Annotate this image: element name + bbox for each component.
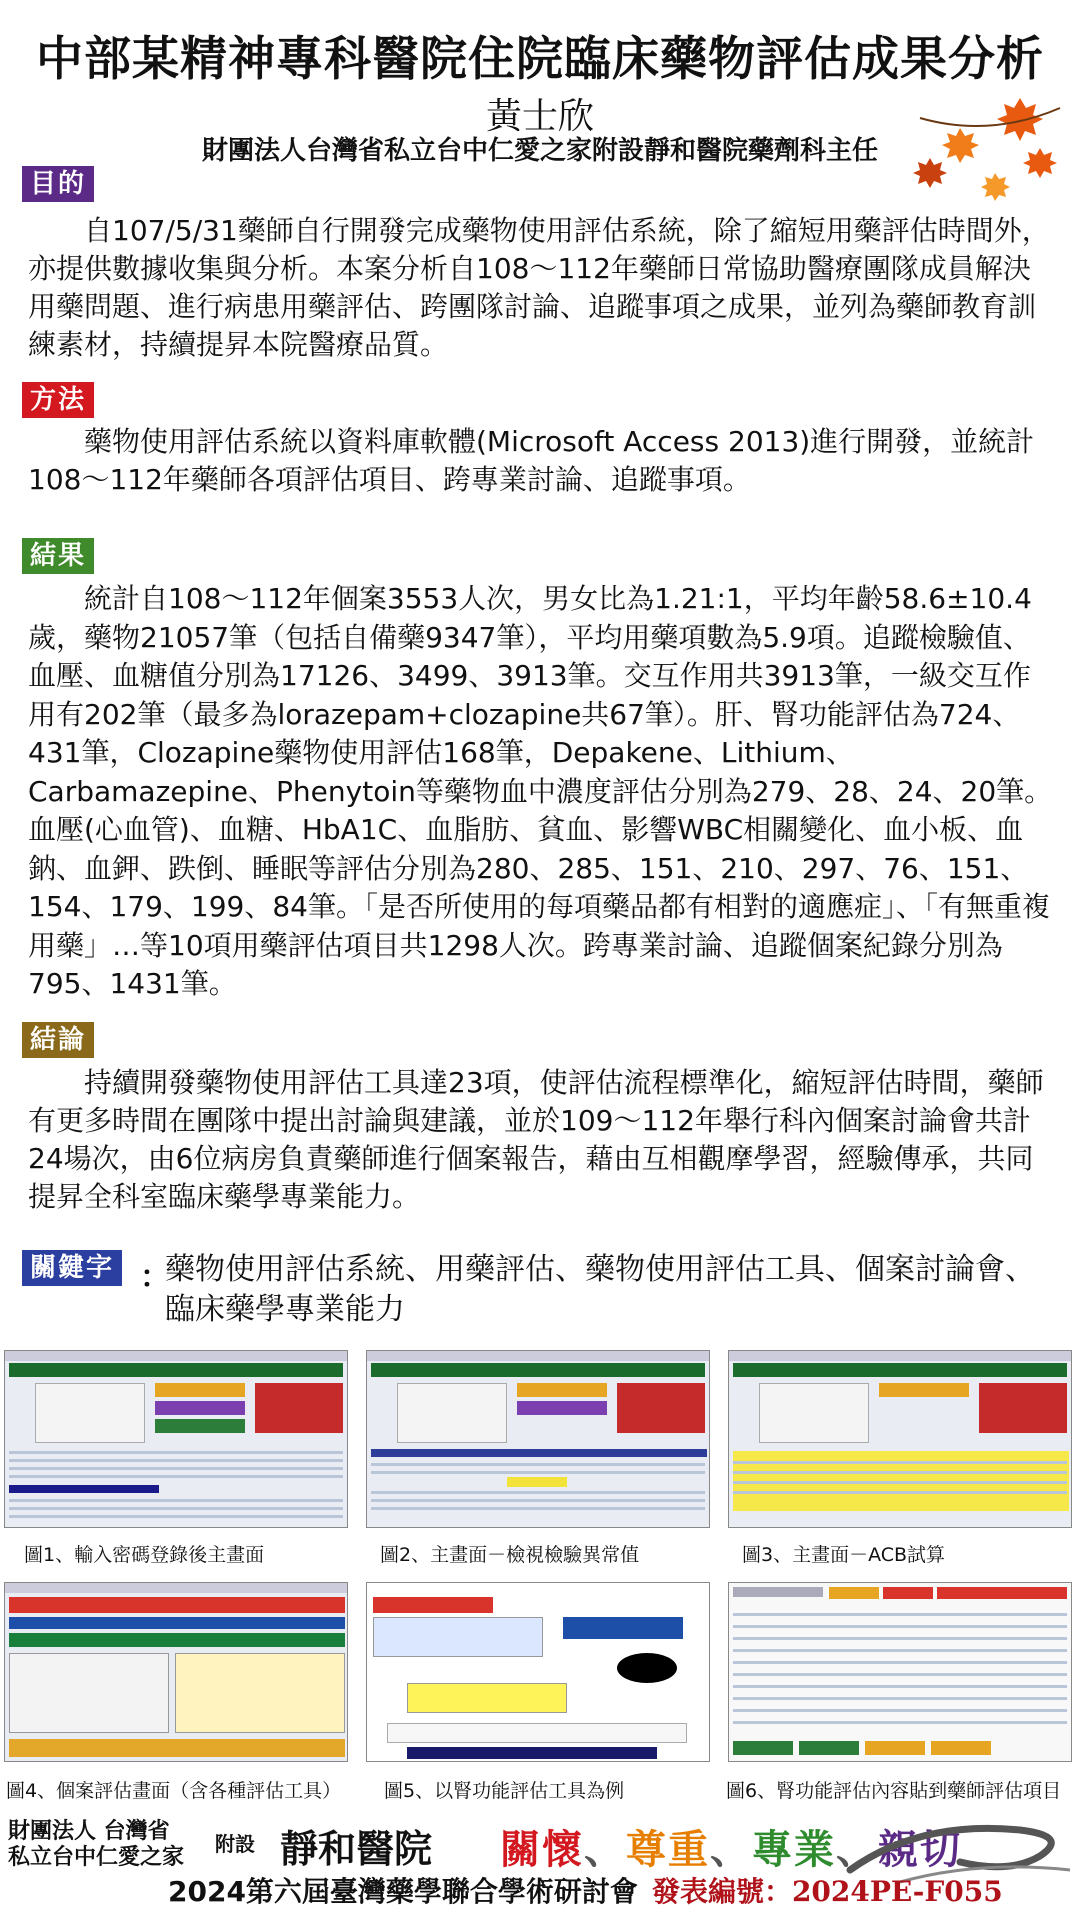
figure-6-caption: 圖6、腎功能評估內容貼到藥師評估項目	[726, 1780, 1062, 1802]
motto-word-4: 親切	[878, 1826, 962, 1873]
figure-6-screenshot	[728, 1582, 1072, 1762]
result-text: 統計自108～112年個案3553人次，男女比為1.21:1，平均年齡58.6±10.4歲，藥物21057筆（包括自備藥9347筆），平均用藥項數為5.9項。追蹤檢驗值、血壓、血糖值分別為17126、3499、3913筆。交互作用共3913筆，一級交互作用有202筆（最多為lorazepam+clozapine共67筆）。肝、腎功能評估為724、431筆，Clozapine藥物使用評估168筆，Depakene、Lithium、Carbamazepine、Phenytoin等藥物血中濃度評估分別為279、28、24、20筆。血壓(心血管)、血糖、HbA1C、血脂肪、貧血、影響WBC相關變化、血小板、血鈉、血鉀、跌倒、睡眠等評估分別為280、285、151、210、297、76、151、154、179、199、84筆。「是否所使用的每項藥品都有相對的適應症」、「有無重複用藥」…等10項用藥評估項目共1298人次。跨專業討論、追蹤個案紀錄分別為795、1431筆。	[28, 582, 1053, 1000]
figure-1-screenshot	[4, 1350, 348, 1528]
keywords-text: 藥物使用評估系統、用藥評估、藥物使用評估工具、個案討論會、臨床藥學專業能力	[165, 1252, 1035, 1327]
purpose-text: 自107/5/31藥師自行開發完成藥物使用評估系統，除了縮短用藥評估時間外，亦提供數據收集與分析。本案分析自108～112年藥師日常協助醫療團隊成員解決用藥問題、進行病患用藥評估、跨團隊討論、追蹤事項之成果，並列為藥師教育訓練素材，持續提昇本院醫療品質。	[28, 214, 1050, 361]
footer-hospital-name: 靜和醫院	[280, 1826, 433, 1871]
footer-org-line1: 財團法人 台灣省	[8, 1818, 170, 1844]
motto-sep-2: 、	[710, 1826, 752, 1873]
conference-line	[168, 1870, 1003, 1910]
footer-fu: 附設	[215, 1832, 255, 1856]
author-affiliation: 財團法人台灣省私立台中仁愛之家附設靜和醫院藥劑科主任	[201, 136, 878, 166]
author-name: 黃士欣	[485, 96, 594, 137]
figure-4-screenshot	[4, 1582, 348, 1762]
motto-word-3: 專業	[752, 1826, 836, 1873]
figure-4-caption: 圖4、個案評估畫面（含各種評估工具）	[6, 1780, 342, 1802]
footer-organization	[8, 1818, 184, 1870]
motto-word-2: 尊重	[626, 1826, 710, 1873]
section-tag-purpose: 目的	[22, 166, 94, 202]
motto-word-1: 關懷	[500, 1826, 584, 1873]
motto-sep-1: 、	[584, 1826, 626, 1873]
figure-2-caption: 圖2、主畫面－檢視檢驗異常值	[380, 1544, 640, 1566]
conference-name: 2024第六屆臺灣藥學聯合學術研討會	[168, 1875, 638, 1908]
section-tag-result: 結果	[22, 538, 94, 574]
figure-5-caption: 圖5、以腎功能評估工具為例	[384, 1780, 625, 1802]
figure-3-screenshot	[728, 1350, 1072, 1528]
keywords-colon: ：	[140, 1260, 170, 1295]
figure-5-screenshot	[366, 1582, 710, 1762]
footer-org-line2: 私立台中仁愛之家	[8, 1844, 185, 1870]
section-tag-keywords: 關鍵字	[22, 1250, 122, 1286]
presentation-code: 發表編號：2024PE-F055	[651, 1875, 1003, 1908]
poster-title: 中部某精神專科醫院住院臨床藥物評估成果分析	[36, 32, 1044, 87]
figure-1-caption: 圖1、輸入密碼登錄後主畫面	[24, 1544, 265, 1566]
maple-leaf-icon	[900, 78, 1070, 218]
section-tag-method: 方法	[22, 382, 94, 418]
conclusion-text: 持續開發藥物使用評估工具達23項，使評估流程標準化，縮短評估時間，藥師有更多時間在團隊中提出討論與建議，並於109～112年舉行科內個案討論會共計24場次，由6位病房負責藥師進行個案報告，藉由互相觀摩學習，經驗傳承，共同提昇全科室臨床藥學專業能力。	[28, 1066, 1044, 1213]
figure-3-caption: 圖3、主畫面－ACB試算	[742, 1544, 946, 1566]
section-tag-conclusion: 結論	[22, 1022, 94, 1058]
method-text: 藥物使用評估系統以資料庫軟體(Microsoft Access 2013)進行開發，並統計108～112年藥師各項評估項目、跨專業討論、追蹤事項。	[28, 425, 1035, 496]
motto-sep-3: 、	[836, 1826, 878, 1873]
figure-2-screenshot	[366, 1350, 710, 1528]
